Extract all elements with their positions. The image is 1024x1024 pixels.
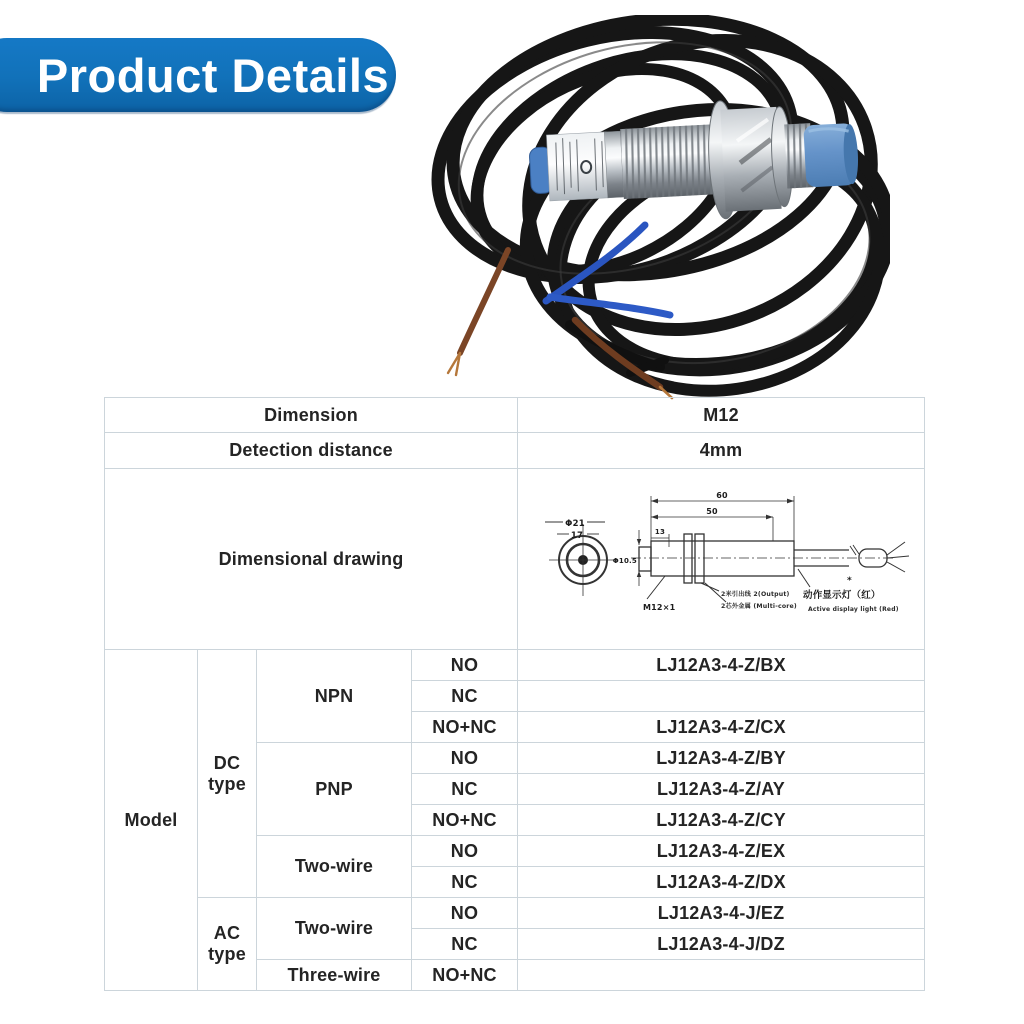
thread-spec-label: M12×1 xyxy=(642,602,675,612)
cable-coil xyxy=(420,15,890,400)
model-number-cell: LJ12A3-4-Z/CY xyxy=(518,805,925,836)
output-cell: NO xyxy=(412,650,518,681)
brown-wire xyxy=(460,250,508,353)
model-number-cell: LJ12A3-4-J/DZ xyxy=(518,929,925,960)
model-header: Model xyxy=(105,650,198,991)
dim-dia-outer: Φ21 xyxy=(564,518,585,529)
footnote-asterisk: * xyxy=(846,575,852,586)
table-row xyxy=(105,469,925,650)
model-number-cell xyxy=(518,681,925,712)
copper-strands xyxy=(448,353,460,375)
spec-table xyxy=(104,397,925,991)
detection-distance-label: Detection distance xyxy=(105,433,518,469)
dc-type-label: DC type xyxy=(198,650,257,898)
output-cell: NO+NC xyxy=(412,960,518,991)
drawing-side-view xyxy=(631,534,909,583)
output-cell: NO+NC xyxy=(412,805,518,836)
table-row xyxy=(105,650,925,681)
table-row xyxy=(105,398,925,433)
ac-type-label: AC type xyxy=(198,898,257,991)
model-number-cell: LJ12A3-4-Z/EX xyxy=(518,836,925,867)
dim-length-front: 13 xyxy=(654,527,665,536)
product-photo xyxy=(420,15,890,400)
drawing-end-view xyxy=(545,519,617,596)
table-row xyxy=(105,898,925,929)
cable-note-line1: 2米引出线 2(Output) xyxy=(720,590,790,598)
cable-note-line2: 2芯外金属 (Multi-core) xyxy=(720,602,797,610)
dim-hex-width: 17 xyxy=(570,530,583,541)
output-cell: NC xyxy=(412,929,518,960)
dimension-label: Dimension xyxy=(105,398,518,433)
dim-length-total: 60 xyxy=(715,490,728,500)
output-cell: NO xyxy=(412,836,518,867)
dimensional-drawing-label: Dimensional drawing xyxy=(105,469,518,650)
output-cell: NO xyxy=(412,743,518,774)
model-number-cell xyxy=(518,960,925,991)
model-number-cell: LJ12A3-4-Z/BX xyxy=(518,650,925,681)
indicator-note-cn: 动作显示灯（红） xyxy=(802,589,881,601)
output-cell: NO+NC xyxy=(412,712,518,743)
model-number-cell: LJ12A3-4-Z/BY xyxy=(518,743,925,774)
indicator-note-en: Active display light (Red) xyxy=(807,605,899,613)
model-number-cell: LJ12A3-4-Z/AY xyxy=(518,774,925,805)
banner-title: Product Details xyxy=(36,48,390,102)
output-cell: NC xyxy=(412,867,518,898)
product-details-banner xyxy=(0,38,396,112)
npn-label: NPN xyxy=(257,650,412,743)
model-number-cell: LJ12A3-4-J/EZ xyxy=(518,898,925,929)
three-wire-label: Three-wire xyxy=(257,960,412,991)
detection-distance-value: 4mm xyxy=(518,433,925,469)
two-wire-ac-label: Two-wire xyxy=(257,898,412,960)
dimensional-drawing-cell xyxy=(518,469,925,650)
dim-dia-body: Φ10.5 xyxy=(612,556,637,565)
model-number-cell: LJ12A3-4-Z/DX xyxy=(518,867,925,898)
dim-length-body: 50 xyxy=(705,506,718,516)
pnp-label: PNP xyxy=(257,743,412,836)
table-row xyxy=(105,433,925,469)
dimension-value: M12 xyxy=(518,398,925,433)
output-cell: NC xyxy=(412,774,518,805)
dimensional-drawing-figure xyxy=(519,470,924,649)
product-photo-svg xyxy=(420,15,890,400)
model-number-cell: LJ12A3-4-Z/CX xyxy=(518,712,925,743)
output-cell: NC xyxy=(412,681,518,712)
output-cell: NO xyxy=(412,898,518,929)
two-wire-dc-label: Two-wire xyxy=(257,836,412,898)
